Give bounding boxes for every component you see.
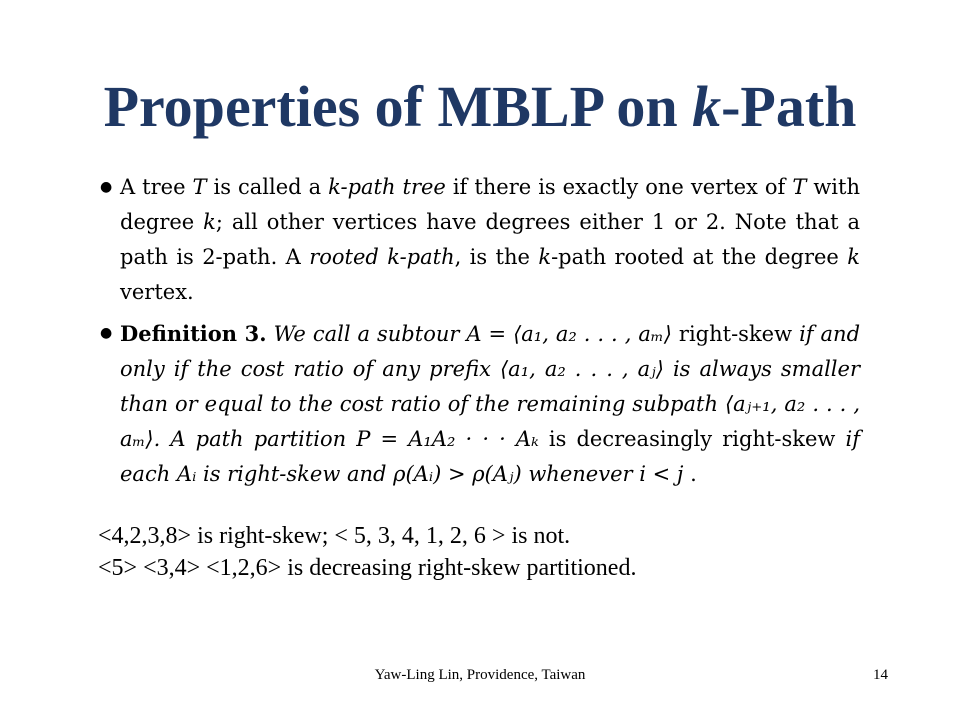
- footer-author: Yaw-Ling Lin, Providence, Taiwan: [374, 667, 586, 683]
- text: with degree: [120, 175, 860, 234]
- text: ; all other vertices have degrees either 1 or 2. Note that a path is 2-path. A: [120, 210, 860, 269]
- title-variable: k: [692, 74, 722, 139]
- text: is called a: [206, 175, 329, 199]
- math-var: T: [192, 175, 207, 199]
- title-suffix: -Path: [721, 74, 857, 139]
- text: vertex.: [120, 280, 194, 304]
- title-text: Properties of MBLP on: [103, 74, 693, 139]
- text: right-skew: [671, 322, 800, 346]
- text: A tree: [120, 175, 193, 199]
- emphasis: rooted k-path: [309, 245, 455, 269]
- text: if there is exactly one vertex of: [445, 175, 793, 199]
- emphasis: We call a subtour A = ⟨a₁, a₂ . . . , aₘ⟩: [273, 322, 672, 346]
- bullet-k-path-tree: [100, 170, 860, 310]
- slide-title: [0, 72, 960, 142]
- emphasis: if and only if the cost ratio of any prefix ⟨a₁, a₂ . . . , aⱼ⟩ is always smaller than or equal to the cost ratio of the remaining subpath ⟨aⱼ₊₁, a₂ . . . , aₘ⟩. A path partition P = A₁A₂ · · · Aₖ: [120, 322, 861, 451]
- emphasis: if each Aᵢ is right-skew and ρ(Aᵢ) > ρ(Aⱼ) whenever i < j: [120, 427, 861, 486]
- emphasis: k-path tree: [328, 175, 446, 199]
- bullet-icon: ●: [100, 325, 113, 341]
- bullet-list: [100, 170, 860, 498]
- math-var: k: [203, 210, 216, 234]
- text: .: [683, 462, 697, 486]
- example-line-2: <5> <3,4> <1,2,6> is decreasing right-skew partitioned.: [98, 555, 637, 581]
- math-var: k: [538, 245, 552, 269]
- bullet-definition-3: [100, 316, 860, 492]
- text: , is the: [454, 245, 539, 269]
- examples: [98, 520, 898, 584]
- bullet-icon: ●: [100, 179, 113, 195]
- text: is decreasingly right-skew: [538, 427, 846, 451]
- example-line-1: <4,2,3,8> is right-skew; < 5, 3, 4, 1, 2, 6 > is not.: [98, 523, 571, 549]
- math-var: T: [792, 175, 807, 199]
- definition-label: Definition 3.: [120, 321, 267, 346]
- text: -path rooted at the degree: [551, 245, 848, 269]
- page-number: 14: [873, 667, 888, 683]
- math-var: k: [847, 245, 860, 269]
